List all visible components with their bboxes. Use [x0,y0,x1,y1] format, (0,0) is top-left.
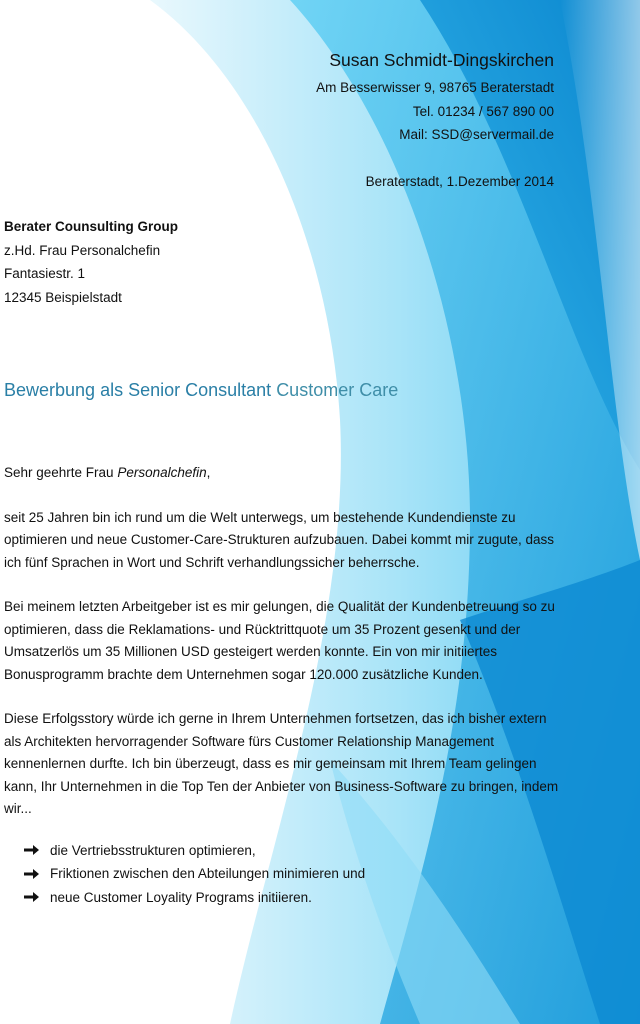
recipient-attention: z.Hd. Frau Personalchefin [4,242,161,258]
recipient-company: Berater Counsulting Group [4,219,179,234]
subject-part2: Customer Care [276,380,399,400]
list-item-text: Friktionen zwischen den Abteilungen minimieren und [50,866,366,881]
salutation [4,462,564,485]
list-item [24,862,564,886]
paragraph-motivation: Diese Erfolgsstory würde ich gerne in Ihrem Unternehmen fortsetzen, das ich bisher extern als Architekten hervorragender Software fürs Customer Relationship Management kennenlernen durfte. Ich bin überzeugt, dass es mir gemeinsam mit Ihrem Team gelingen kann, Ihr Unternehmen in die Top Ten der Anbieter von Business-Software zu bringen, indem wir... [4,711,559,816]
sender-block [316,48,554,193]
list-item-text: neue Customer Loyality Programs initiieren. [50,889,312,905]
recipient-city: 12345 Beispielstadt [4,289,122,305]
sender-mail: Mail: SSD@servermail.de [399,127,554,142]
paragraph-achievements: Bei meinem letzten Arbeitgeber ist es mir gelungen, die Qualität der Kundenbetreuung so zu optimieren, dass die Reklamations- und Rücktrittquote um 35 Prozent gesenkt und der Umsatzerlös um 35 Millionen USD gesteigert werden konnte. Ein von mir initiiertes Bonusprogramm brachte dem Unternehmen sogar 120.000 zusätzliche Kunden. [4,599,555,682]
list-item [24,839,564,863]
salutation-suffix: , [206,465,211,480]
sender-address: Am Besserwisser 9, 98765 Beraterstadt [316,80,554,95]
paragraph-intro: seit 25 Jahren bin ich rund um die Welt unterwegs, um bestehende Kundendienste zu optimieren und neue Customer-Care-Strukturen aufzubauen. Dabei kommt mir zugute, dass ich fünf Sprachen in Wort und Schrift verhandlungssicher beherrsche. [4,509,555,570]
arrow-right-icon [24,844,40,856]
salutation-prefix: Sehr geehrte Frau [4,465,118,480]
list-item [24,886,564,910]
letter-body [4,462,564,909]
goals-list [4,839,564,910]
subject-part1: Bewerbung als Senior Consultant [4,380,272,400]
place-date: Beraterstadt, 1.Dezember 2014 [365,173,554,189]
recipient-street: Fantasiestr. 1 [4,266,86,281]
list-item-text: die Vertriebsstrukturen optimieren, [50,842,256,858]
subject-line [4,380,398,401]
sender-name: Susan Schmidt-Dingskirchen [329,50,554,70]
salutation-name: Personalchefin [117,465,207,480]
arrow-right-icon [24,868,40,880]
arrow-right-icon [24,891,40,903]
sender-phone: Tel. 01234 / 567 890 00 [412,103,554,119]
recipient-block [4,215,178,309]
